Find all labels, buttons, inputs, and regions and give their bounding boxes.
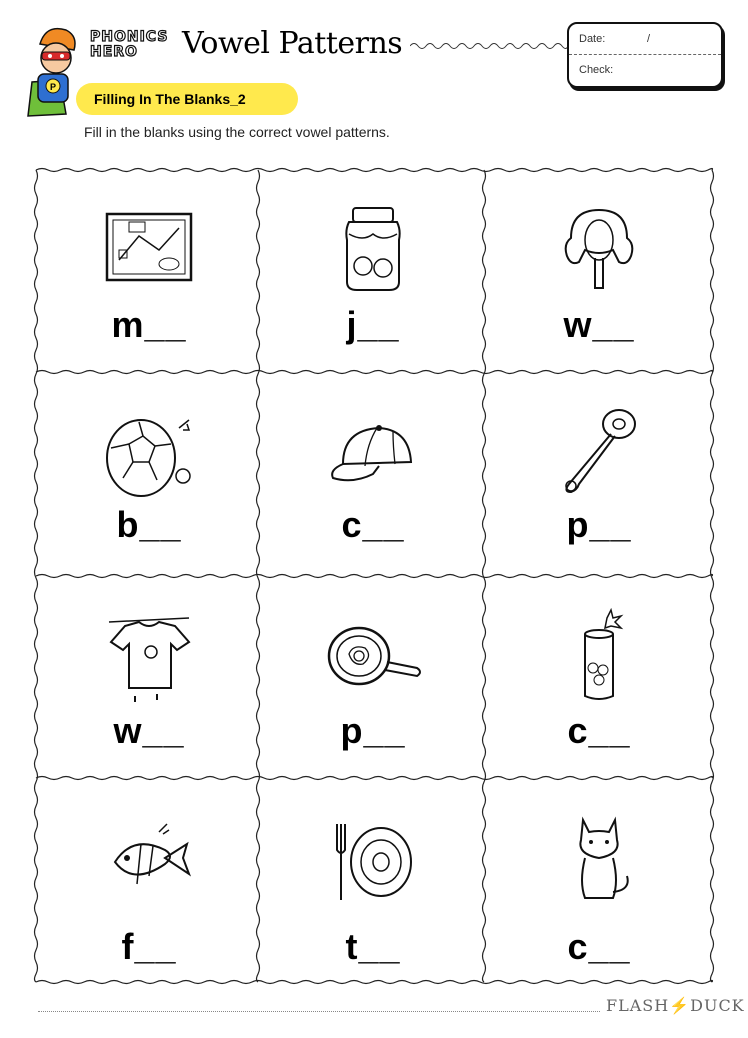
blank-word: m__ [111, 304, 187, 345]
worksheet-cell [486, 170, 712, 374]
logo-right-text: DUCK [690, 996, 745, 1015]
blank-word: j__ [346, 304, 400, 345]
worksheet-cell [486, 780, 712, 984]
blank-word: c__ [341, 504, 405, 545]
blank-word: b__ [116, 504, 182, 545]
footer-divider [38, 1011, 600, 1012]
date-check-box [567, 22, 723, 88]
brand-line-2: HERO [90, 44, 138, 60]
safety-pin-icon [549, 404, 649, 500]
page-title: Vowel Patterns [182, 26, 403, 61]
cap-icon [323, 404, 423, 500]
lightning-icon: ⚡ [669, 996, 691, 1015]
plate-icon [323, 810, 423, 906]
brand-logo [90, 30, 176, 66]
blank-word: f__ [121, 926, 177, 967]
svg-text:P: P [50, 82, 57, 92]
date-separator: / [647, 33, 651, 45]
instruction-text: Fill in the blanks using the correct vowel patterns. [84, 124, 390, 140]
flashduck-logo [606, 996, 745, 1026]
worksheet-cell [486, 374, 712, 578]
worksheet-cell [486, 578, 712, 782]
worksheet-cell [36, 170, 262, 374]
jar-icon [323, 200, 423, 296]
worksheet-cell [36, 780, 262, 984]
worksheet-cell [260, 374, 486, 578]
worksheet-cell [260, 170, 486, 374]
check-row[interactable] [569, 55, 721, 85]
wig-icon [549, 200, 649, 296]
worksheet-cell [260, 780, 486, 984]
cat-icon [549, 810, 649, 906]
can-icon [549, 608, 649, 704]
blank-word: w__ [113, 710, 185, 751]
blank-word: w__ [563, 304, 635, 345]
wet-shirt-icon [99, 608, 199, 704]
subtitle-badge: Filling In The Blanks_2 [76, 83, 298, 115]
pan-icon [323, 608, 423, 704]
blank-word: c__ [567, 926, 631, 967]
worksheet-cell [36, 374, 262, 578]
check-label: Check: [579, 64, 614, 76]
map-icon [99, 200, 199, 296]
blank-word: c__ [567, 710, 631, 751]
date-label: Date: [579, 33, 606, 45]
worksheet-cell [260, 578, 486, 782]
date-row[interactable] [569, 24, 721, 55]
logo-left-text: FLASH [606, 996, 670, 1015]
worksheet-cell [36, 578, 262, 782]
brand-line-1: PHONICS [90, 29, 169, 45]
blank-word: p__ [566, 504, 632, 545]
blank-word: p__ [340, 710, 406, 751]
blank-word: t__ [345, 926, 401, 967]
fish-icon [99, 810, 199, 906]
ball-icon [99, 404, 199, 500]
title-wave-decoration [410, 40, 568, 52]
